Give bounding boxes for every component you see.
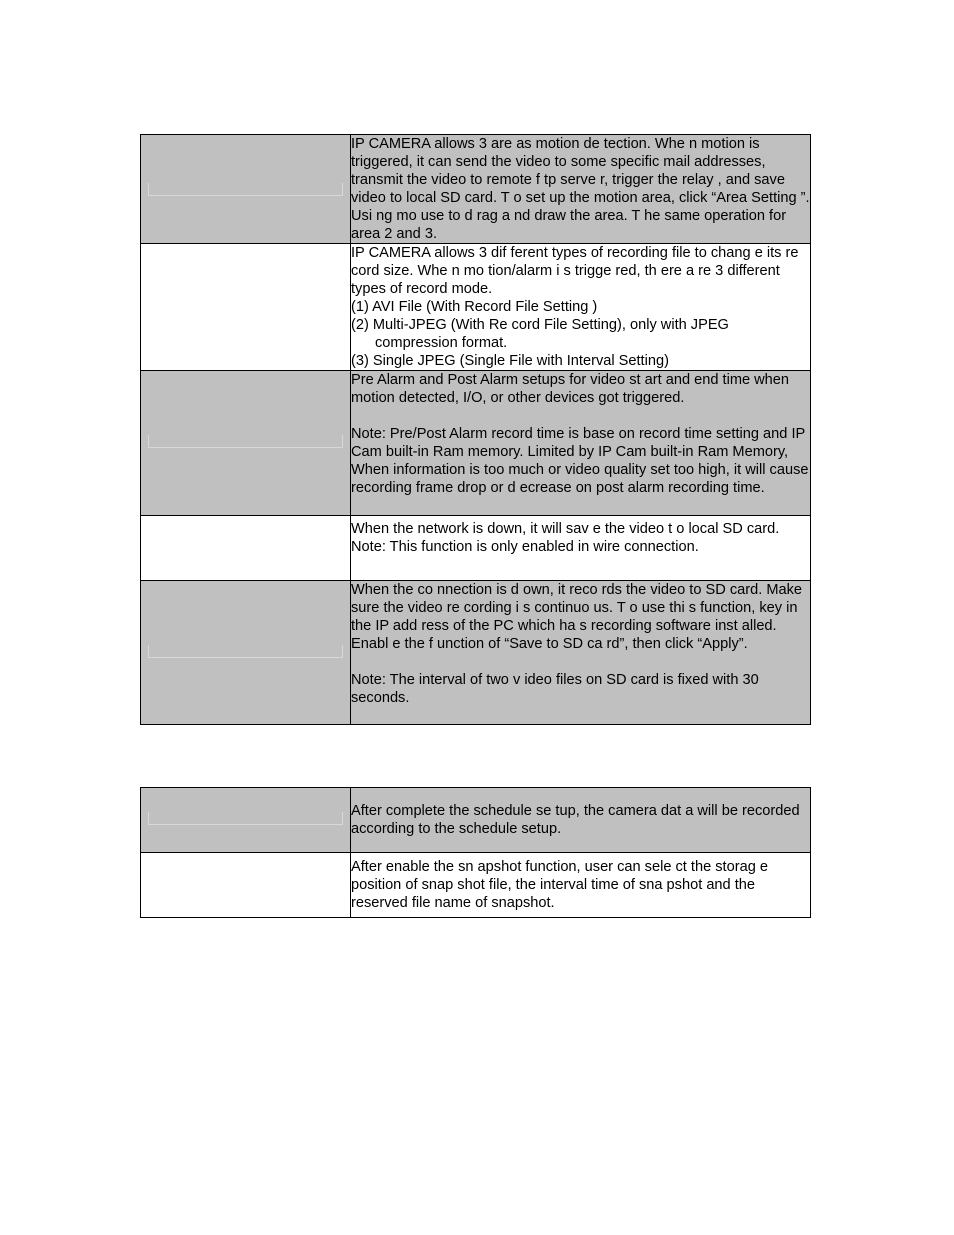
row-text-cell <box>351 788 811 853</box>
row-text-cell <box>351 853 811 918</box>
row-label-cell <box>141 581 351 725</box>
field-outline <box>148 812 343 825</box>
row-text-cell <box>351 244 811 371</box>
field-outline <box>148 645 343 658</box>
table-row <box>141 371 811 516</box>
row-text-cell <box>351 581 811 725</box>
table-row <box>141 853 811 918</box>
row-label-cell <box>141 244 351 371</box>
field-outline <box>148 435 343 448</box>
note-paragraph: Note: The interval of two v ideo files on SD card is fixed with 30 seconds. <box>351 672 759 706</box>
table-row <box>141 581 811 725</box>
settings-table-2 <box>140 787 811 918</box>
paragraph: IP CAMERA allows 3 dif ferent types of recording file to chang e its re cord size. Whe n mo tion/alarm i s trigge red, th ere a re 3 different types of record mode. <box>351 245 799 297</box>
table-row <box>141 135 811 244</box>
row-text-cell <box>351 516 811 581</box>
paragraph: Pre Alarm and Post Alarm setups for video st art and end time when motion detected, I/O, or other devices got triggered. <box>351 372 790 406</box>
settings-table-1 <box>140 134 811 725</box>
row-label-cell <box>141 371 351 516</box>
row-label-cell <box>141 853 351 918</box>
paragraph: When the network is down, it will sav e the video t o local SD card. <box>351 521 780 537</box>
field-outline <box>148 183 343 196</box>
row-text-cell <box>351 371 811 516</box>
row-label-cell <box>141 516 351 581</box>
row-label-cell <box>141 135 351 244</box>
list-item-continuation: compression format. <box>375 335 508 351</box>
row-label-cell <box>141 788 351 853</box>
list-item: (3) Single JPEG (Single File with Interval Setting) <box>351 353 669 369</box>
list-item: (2) Multi-JPEG (With Re cord File Setting), only with JPEG <box>351 317 729 333</box>
paragraph: When the co nnection is d own, it reco rds the video to SD card. Make sure the video re cording i s continuo us. T o use thi s function, key in the IP add ress of the PC which ha s recording software inst alled. Enabl e the f unction of “Save to SD ca rd”, then click “Apply”. <box>351 582 803 652</box>
list-item: (1) AVI File (With Record File Setting ) <box>351 299 598 315</box>
row-text-cell <box>351 135 811 244</box>
table-row <box>141 788 811 853</box>
paragraph: After enable the sn apshot function, user can sele ct the storag e position of snap shot file, the interval time of sna pshot and the reserved file name of snapshot. <box>351 859 768 911</box>
table-row <box>141 244 811 371</box>
paragraph: After complete the schedule se tup, the camera dat a will be recorded according to the schedule setup. <box>351 803 800 837</box>
note-paragraph: Note: This function is only enabled in wire connection. <box>351 539 699 555</box>
paragraph: IP CAMERA allows 3 are as motion de tection. Whe n motion is triggered, it can send the video to some specific mail addresses, transmit the video to remote f tp serve r, trigger the relay , and save video to local SD card. T o set up the motion area, click “Area Setting ”. Usi ng mo use to d rag a nd draw the area. T he same operation for area 2 and 3. <box>351 136 810 242</box>
note-paragraph: Note: Pre/Post Alarm record time is base on record time setting and IP Cam built-in Ram memory. Limited by IP Cam built-in Ram Memory, When information is too much or video quality set too high, it will cause recording frame drop or d ecrease on post alarm recording time. <box>351 426 809 496</box>
table-row <box>141 516 811 581</box>
